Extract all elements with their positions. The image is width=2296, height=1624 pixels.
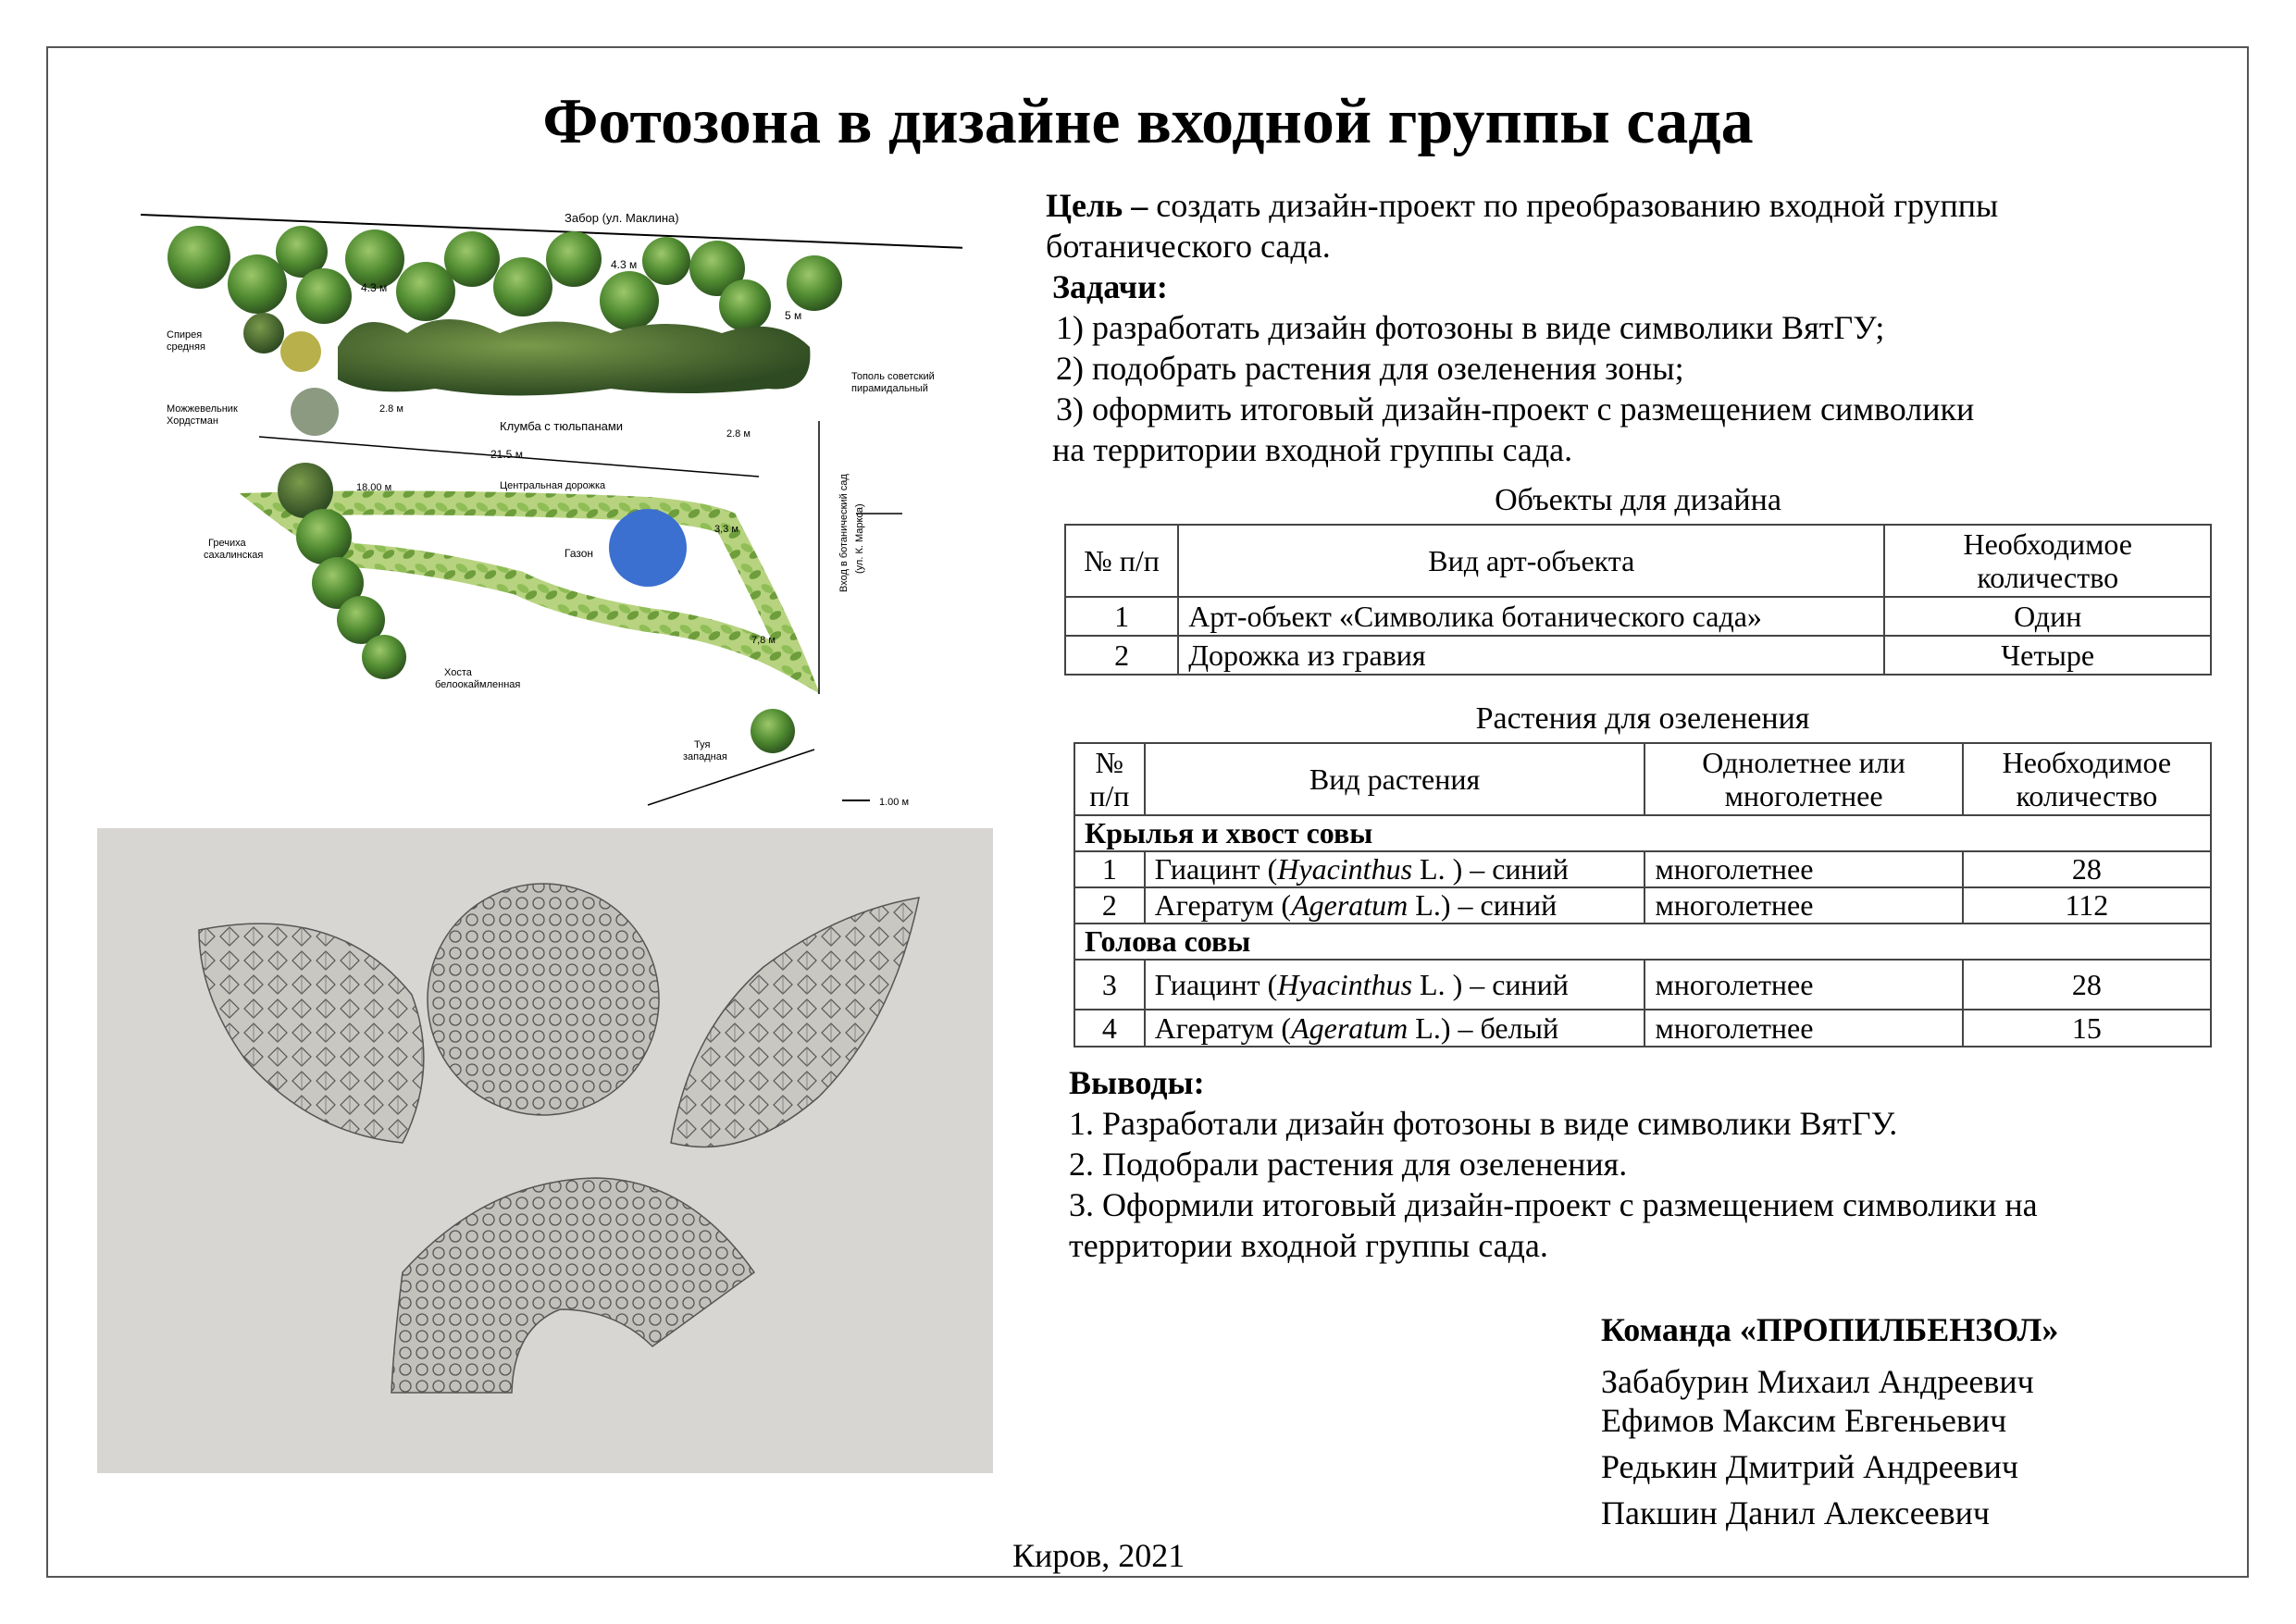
cell-number: 1: [1074, 851, 1145, 887]
cell-quantity: 28: [1963, 960, 2211, 1010]
dimension-21-5: 21.5 м: [490, 448, 523, 461]
entrance-label-2: (ул. К. Маркса): [854, 503, 865, 574]
poplar-label: Тополь советский: [851, 371, 935, 382]
owl-sketch-photo: [97, 828, 993, 1473]
juniper-label: Можжевельник: [167, 403, 238, 415]
poplar-hedge: [338, 319, 810, 396]
dimension-3-3: 3,3 м: [714, 524, 738, 535]
cell-number: 1: [1065, 597, 1178, 636]
cell-quantity: 112: [1963, 887, 2211, 924]
team-label: Команда «ПРОПИЛБЕНЗОЛ»: [1601, 1311, 2059, 1348]
goal-label: Цель –: [1046, 187, 1148, 224]
cell-quantity: 28: [1963, 851, 2211, 887]
fence-label: Забор (ул. Маклина): [565, 211, 679, 225]
header-number: № п/п: [1074, 743, 1145, 815]
header-object-type: Вид арт-объекта: [1178, 525, 1884, 597]
cell-plant: [1145, 851, 1645, 887]
plant-latin: Ageratum: [1291, 1010, 1409, 1045]
goal-block: [1046, 185, 2240, 267]
spiraea-label-2: средняя: [167, 341, 205, 353]
yellow-shrub: [280, 331, 321, 372]
plant-name: Агератум (: [1154, 1010, 1292, 1045]
header-quantity: Необходимое количество: [1963, 743, 2211, 815]
table-row: [1074, 1010, 2211, 1047]
table-row: [1074, 887, 2211, 924]
dimension-4-3-left: 4.3 м: [361, 281, 388, 294]
lawn-label: Газон: [565, 547, 594, 560]
cell-quantity: Один: [1884, 597, 2211, 636]
table-row: [1065, 636, 2211, 675]
team-members: [1601, 1362, 2034, 1532]
owl-head: [428, 884, 659, 1115]
group-owl-head: Голова совы: [1074, 924, 2211, 960]
page-title: Фотозона в дизайне входной группы сада: [542, 86, 1754, 157]
goal-text-2: ботанического сада.: [1046, 228, 1331, 265]
plant-rest: L. ) – синий: [1412, 967, 1569, 1001]
cell-lifecycle: многолетнее: [1644, 1010, 1962, 1047]
table-row: [1074, 960, 2211, 1010]
tasks-label: Задачи:: [1052, 268, 1168, 305]
thuja-shrub: [751, 709, 795, 753]
objects-table-caption: Объекты для дизайна: [1495, 483, 1781, 517]
spiraea-shrub: [243, 313, 284, 353]
poplar-label-2: пирамидальный: [851, 383, 928, 394]
plant-rest: L. ) – синий: [1412, 852, 1569, 886]
juniper-label-2: Хордстман: [167, 415, 218, 427]
site-plan: [130, 194, 962, 810]
header-plant: Вид растения: [1145, 743, 1645, 815]
team-member: Ефимов Максим Евгеньевич: [1601, 1402, 2007, 1439]
cell-lifecycle: многолетнее: [1644, 851, 1962, 887]
objects-table: [1064, 524, 2212, 676]
table-header-row: [1074, 743, 2211, 815]
conclusions-label: Выводы:: [1069, 1064, 1205, 1101]
bottom-boundary: [648, 750, 814, 805]
dimension-2-8-left: 2.8 м: [379, 403, 403, 415]
plants-table: [1074, 742, 2212, 1048]
owl-sketch: [97, 828, 993, 1473]
path-label: Центральная дорожка: [500, 480, 606, 491]
dimension-2-8-right: 2.8 м: [726, 428, 751, 440]
cell-lifecycle: многолетнее: [1644, 960, 1962, 1010]
dimension-4-3-right: 4.3 м: [611, 258, 638, 271]
dimension-5: 5 м: [785, 309, 802, 322]
conclusions-block: [1069, 1062, 2235, 1266]
cell-plant: [1145, 1010, 1645, 1047]
plants-table-caption: Растения для озеленения: [1475, 701, 1810, 736]
team-member: Забабурин Михаил Андреевич: [1601, 1363, 2034, 1400]
header-lifecycle: Однолетнее или многолетнее: [1644, 743, 1962, 815]
cell-quantity: 15: [1963, 1010, 2211, 1047]
dimension-7-8: 7,8 м: [751, 635, 776, 646]
dimension-18: 18.00 м: [356, 482, 392, 493]
task-item: 1) разработать дизайн фотозоны в виде символики ВятГУ;: [1056, 309, 1885, 346]
task-item: 2) подобрать растения для озеленения зоны;: [1056, 350, 1684, 387]
scale-label: 1.00 м: [879, 797, 910, 808]
hosta-label: Хоста: [444, 667, 472, 678]
plant-name: Гиацинт (: [1154, 852, 1278, 886]
cell-number: 2: [1065, 636, 1178, 675]
cell-lifecycle: многолетнее: [1644, 887, 1962, 924]
cell-object: Арт-объект «Символика ботанического сада»: [1178, 597, 1884, 636]
table-group-row: [1074, 815, 2211, 851]
entrance-label: Вход в ботанический сад: [838, 474, 850, 592]
buckwheat-label-2: сахалинская: [204, 550, 264, 561]
hosta-label-2: белоокаймленная: [435, 679, 521, 690]
group-wings-tail: Крылья и хвост совы: [1074, 815, 2211, 851]
spiraea-label: Спирея: [167, 329, 203, 341]
tasks-block: [1052, 267, 2246, 470]
plant-name: Гиацинт (: [1154, 967, 1278, 1001]
cell-plant: [1145, 960, 1645, 1010]
cell-number: 4: [1074, 1010, 1145, 1047]
buckwheat-label: Гречиха: [208, 538, 246, 549]
thuja-label-2: западная: [683, 751, 727, 762]
table-row: [1074, 851, 2211, 887]
conclusion-item: 1. Разработали дизайн фотозоны в виде символики ВятГУ.: [1069, 1105, 1898, 1142]
cell-object: Дорожка из гравия: [1178, 636, 1884, 675]
cell-plant: [1145, 887, 1645, 924]
juniper-shrub: [291, 388, 339, 436]
plant-latin: Hyacinthus: [1277, 852, 1413, 886]
plant-name: Агератум (: [1154, 888, 1292, 922]
plant-latin: Hyacinthus: [1277, 967, 1413, 1001]
team-member: Пакшин Данил Алексеевич: [1601, 1494, 1991, 1531]
plant-latin: Ageratum: [1291, 888, 1409, 922]
footer-city-year: Киров, 2021: [1012, 1537, 1185, 1574]
task-item: на территории входной группы сада.: [1052, 431, 1573, 468]
goal-text-1: создать дизайн-проект по преобразованию входной группы: [1148, 187, 1999, 224]
plant-rest: L.) – белый: [1408, 1010, 1559, 1045]
header-quantity: Необходимое количество: [1884, 525, 2211, 597]
table-group-row: [1074, 924, 2211, 960]
thuja-label: Туя: [694, 739, 711, 750]
cell-quantity: Четыре: [1884, 636, 2211, 675]
plant-rest: L.) – синий: [1408, 888, 1558, 922]
conclusion-item: территории входной группы сада.: [1069, 1227, 1548, 1264]
cell-number: 3: [1074, 960, 1145, 1010]
header-number: № п/п: [1065, 525, 1178, 597]
cell-number: 2: [1074, 887, 1145, 924]
team-member: Редькин Дмитрий Андреевич: [1601, 1448, 2019, 1485]
conclusion-item: 2. Подобрали растения для озеленения.: [1069, 1146, 1628, 1183]
task-item: 3) оформить итоговый дизайн-проект с размещением символики: [1056, 391, 1975, 428]
table-header-row: [1065, 525, 2211, 597]
table-row: [1065, 597, 2211, 636]
flowerbed-label: Клумба с тюльпанами: [500, 419, 624, 433]
conclusion-item: 3. Оформили итоговый дизайн-проект с размещением символики на: [1069, 1186, 2038, 1223]
lawn-circle: [609, 509, 687, 587]
